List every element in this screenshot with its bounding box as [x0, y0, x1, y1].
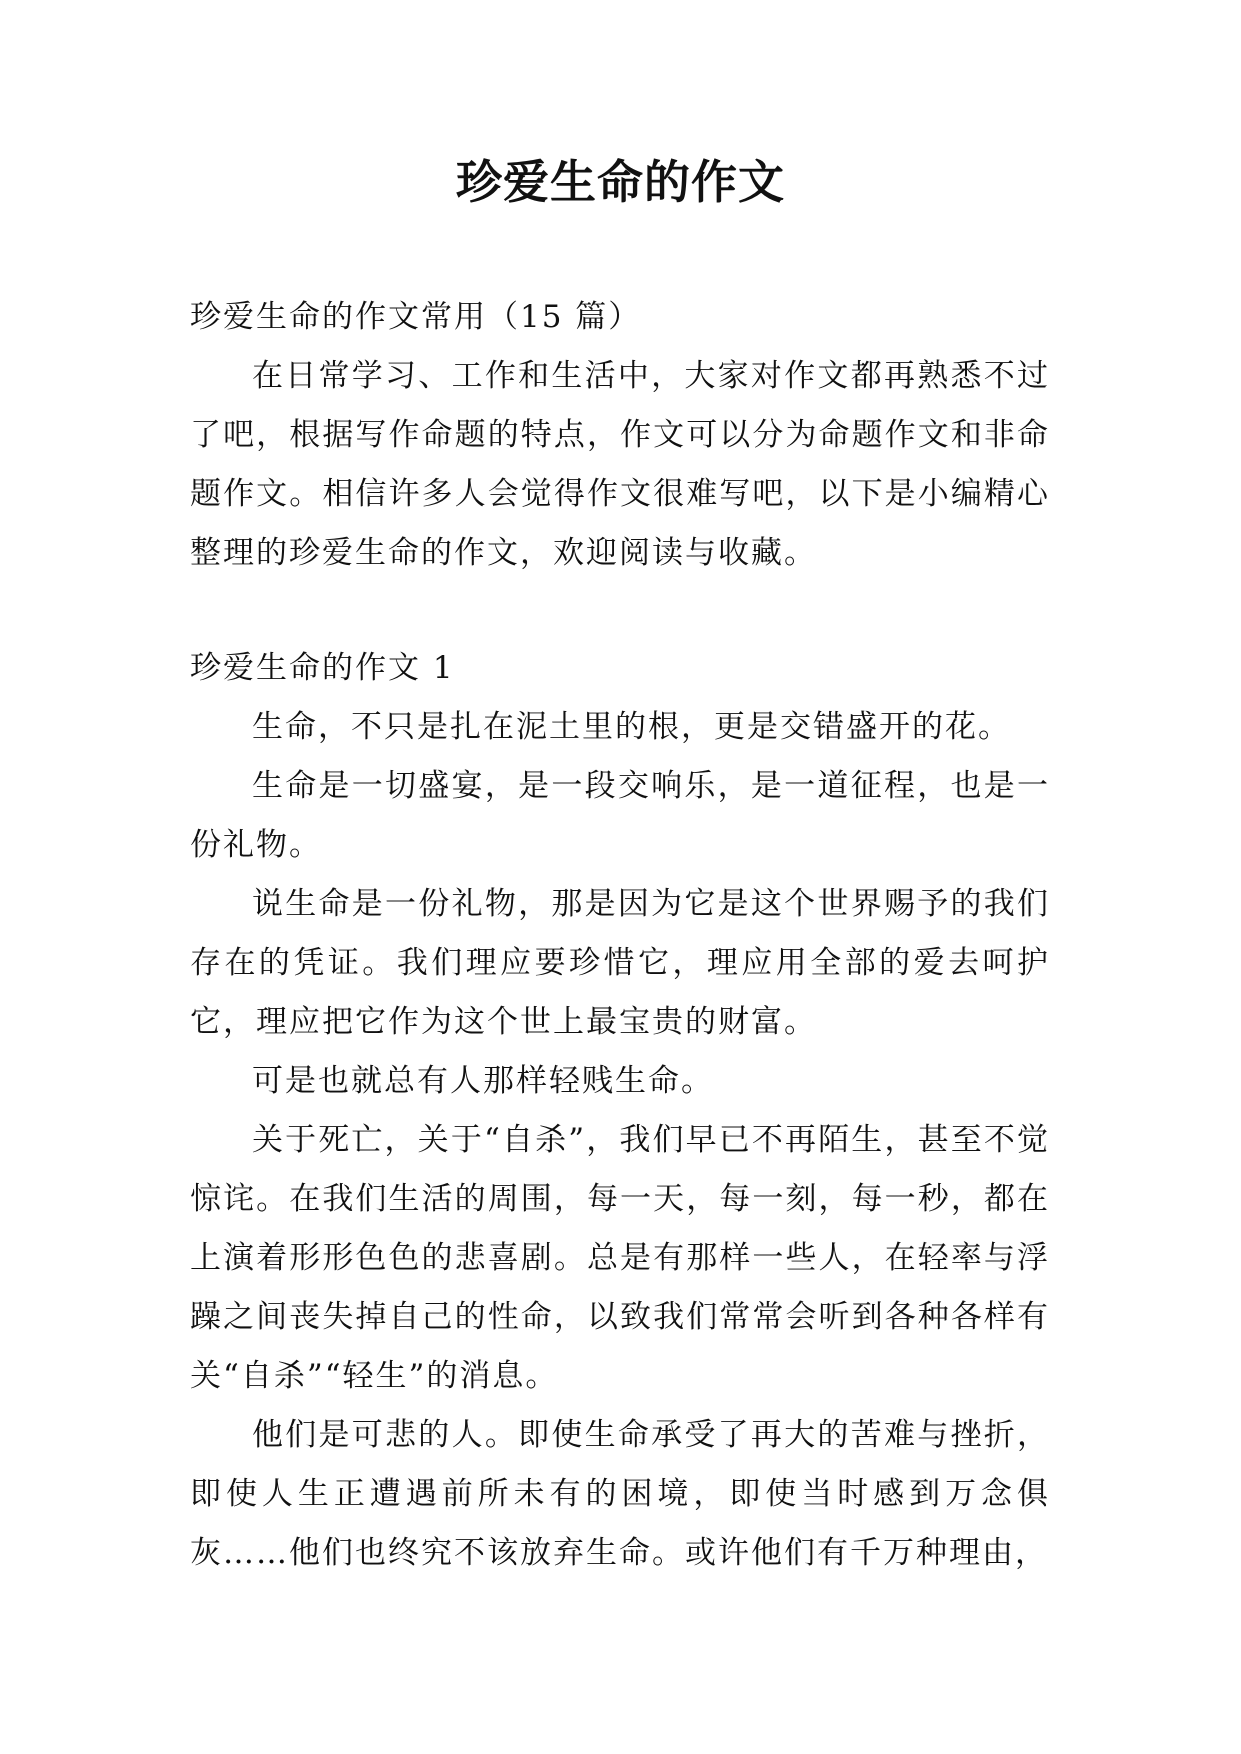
document-title: 珍爱生命的作文: [456, 155, 785, 209]
body-paragraph: 关于死亡，关于“自杀”，我们早已不再陌生，甚至不觉惊诧。在我们生活的周围，每一天，每一刻，每一秒，都在上演着形形色色的悲喜剧。总是有那样一些人，在轻率与浮躁之间丧失掉自己的性命，以致我们常常会听到各种各样有关“自杀”“轻生”的消息。: [190, 1122, 1050, 1394]
body-paragraph: 说生命是一份礼物，那是因为它是这个世界赐予的我们存在的凭证。我们理应要珍惜它，理应用全部的爱去呵护它，理应把它作为这个世上最宝贵的财富。: [190, 886, 1050, 1040]
document-subtitle: 珍爱生命的作文常用（15 篇）: [190, 299, 642, 335]
body-paragraph: 他们是可悲的人。即使生命承受了再大的苦难与挫折，即使人生正遭遇前所未有的困境，即使当时感到万念俱灰……他们也终究不该放弃生命。或许他们有千万种理由，: [190, 1417, 1050, 1571]
body-paragraph: 生命是一切盛宴，是一段交响乐，是一道征程，也是一份礼物。: [190, 768, 1050, 863]
section-spacer: [190, 583, 1050, 639]
body-paragraph: 可是也就总有人那样轻贱生命。: [252, 1063, 714, 1099]
section-heading: 珍爱生命的作文 1: [190, 650, 455, 686]
document-body: [190, 288, 1050, 1583]
body-paragraph: 生命，不只是扎在泥土里的根，更是交错盛开的花。: [252, 709, 1011, 745]
intro-paragraph: 在日常学习、工作和生活中，大家对作文都再熟悉不过了吧，根据写作命题的特点，作文可以分为命题作文和非命题作文。相信许多人会觉得作文很难写吧，以下是小编精心整理的珍爱生命的作文，欢迎阅读与收藏。: [190, 358, 1050, 571]
